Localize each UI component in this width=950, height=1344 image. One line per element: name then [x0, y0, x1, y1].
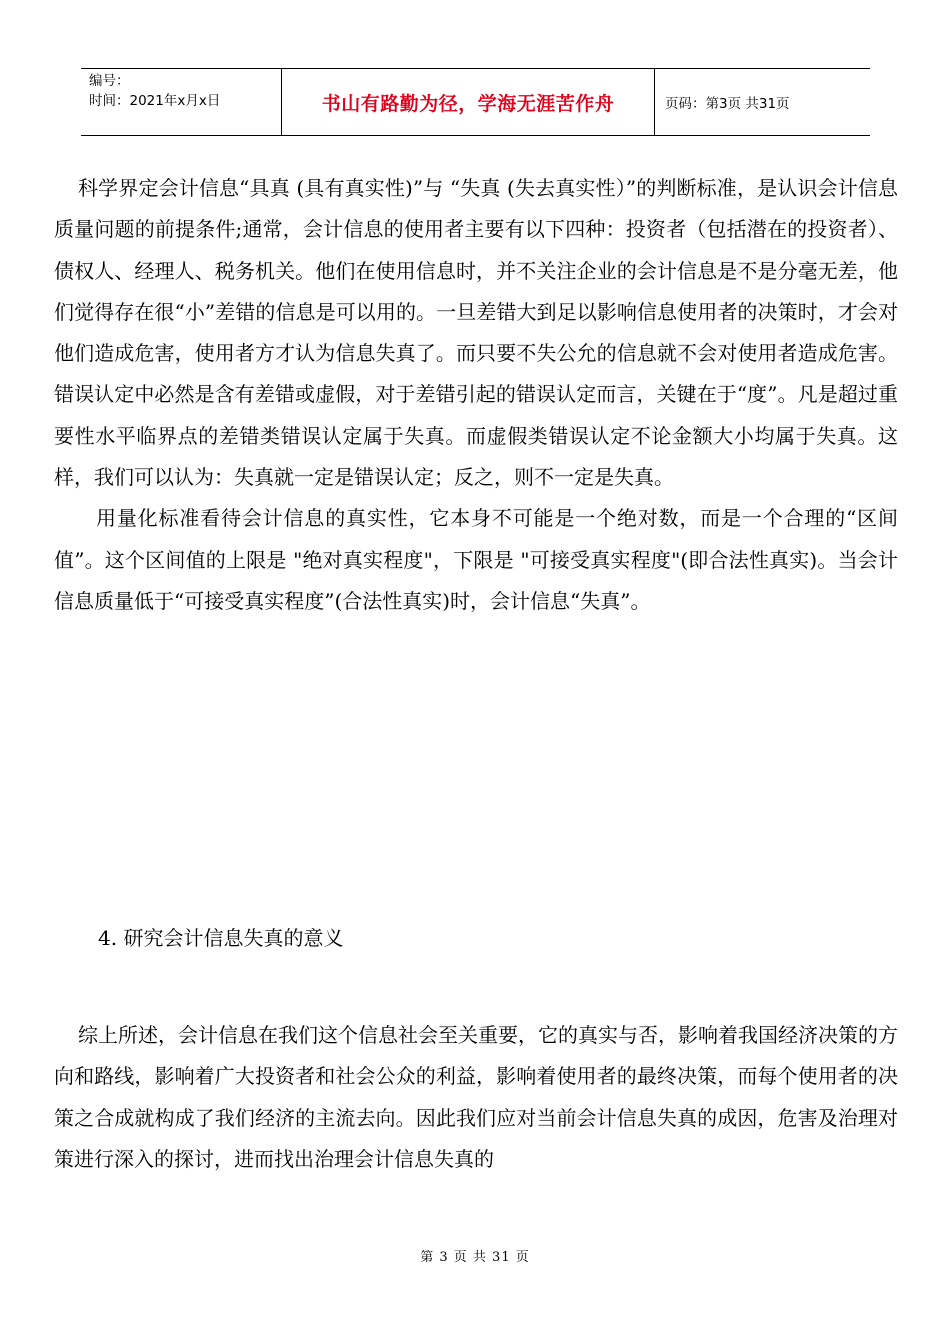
header-meta [81, 69, 282, 135]
document-body [54, 168, 898, 622]
document-id-label: 编号： [89, 73, 130, 89]
body-paragraph-1: 科学界定会计信息“具真 (具有真实性)”与 “失真 (失去真实性）”的判断标准，是认识会计信息质量问题的前提条件;通常，会计信息的使用者主要有以下四种：投资者（包括潜在的投资者）、债权人、经理人、税务机关。他们在使用信息时，并不关注企业的会计信息是不是分毫无差，他们觉得存在很“小”差错的信息是可以用的。一旦差错大到足以影响信息使用者的决策时，才会对他们造成危害，使用者方才认为信息失真了。而只要不失公允的信息就不会对使用者造成危害。错误认定中必然是含有差错或虚假，对于差错引起的错误认定而言，关键在于“度”。凡是超过重要性水平临界点的差错类错误认定属于失真。而虚假类错误认定不论金额大小均属于失真。这样，我们可以认为：失真就一定是错误认定；反之，则不一定是失真。 [54, 176, 898, 490]
section-heading: 4. 研究会计信息失真的意义 [98, 926, 344, 950]
document-body-continued [54, 1015, 898, 1180]
document-date: 时间：2021年x月x日 [89, 93, 221, 109]
body-paragraph-3: 综上所述，会计信息在我们这个信息社会至关重要，它的真实与否，影响着我国经济决策的方向和路线，影响着广大投资者和社会公众的利益，影响着使用者的最终决策，而每个使用者的决策之合成就构成了我们经济的主流去向。因此我们应对当前会计信息失真的成因，危害及治理对策进行深入的探讨，进而找出治理会计信息失真的 [54, 1023, 898, 1171]
page-footer: 第 3 页 共 31 页 [420, 1250, 530, 1265]
header-motto: 书山有路勤为径，学海无涯苦作舟 [282, 69, 655, 135]
body-paragraph-2: 用量化标准看待会计信息的真实性，它本身不可能是一个绝对数，而是一个合理的“区间值”。这个区间值的上限是 "绝对真实程度"，下限是 "可接受真实程度"(即合法性真实)。当会计信息质量低于“可接受真实程度”(合法性真实)时，会计信息“失真”。 [54, 506, 898, 613]
header-page-info: 页码：第3页 共31页 [665, 96, 790, 112]
page-header [81, 68, 870, 136]
